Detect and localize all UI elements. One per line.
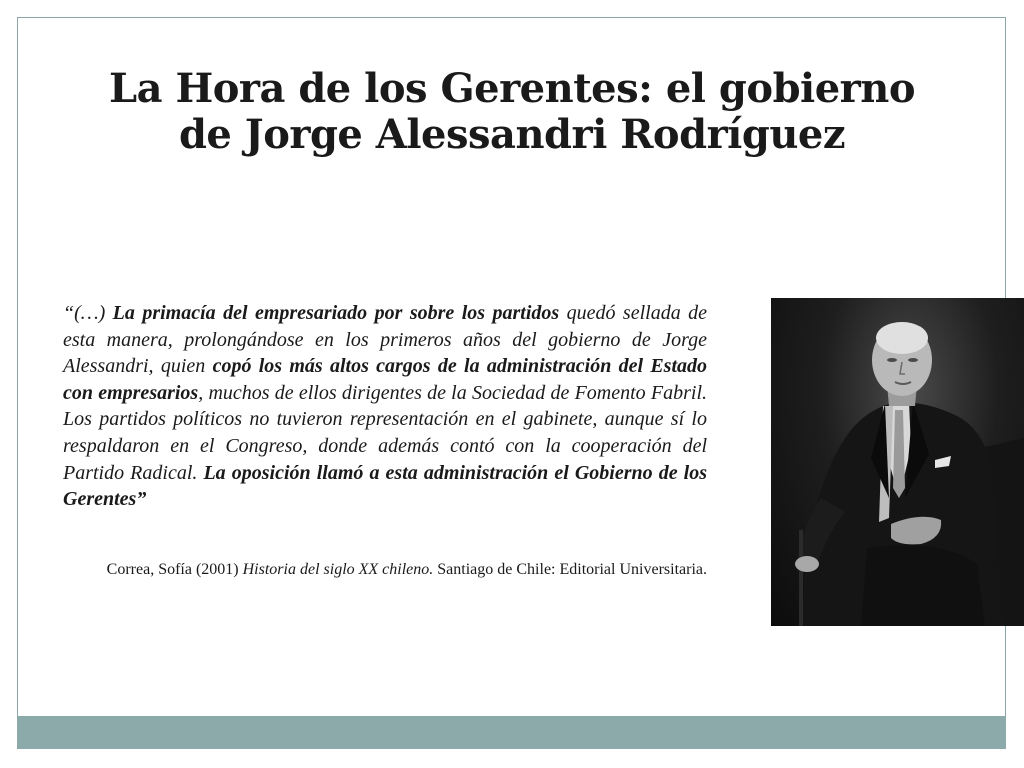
portrait-illustration [771,298,1024,626]
citation-publisher: Santiago de Chile: Editorial Universitaria. [433,561,707,578]
citation [63,559,707,581]
citation-author: Correa, Sofía (2001) [106,561,243,578]
quote-emphasis: copó los más altos cargos de la administración del Estado con empresarios [63,355,707,404]
footer-band [17,716,1006,749]
quote-emphasis: La primacía del empresariado por sobre los partidos [112,302,560,324]
citation-book-title: Historia del siglo XX chileno. [242,561,434,578]
portrait-photo [771,298,1024,626]
quote-text: quedó sellada de esta manera, prolongándose en los primeros años del gobierno de Jorge Alessandri, quien [63,302,708,378]
quote-text: , muchos de ellos dirigentes de la Sociedad de Fomento Fabril. Los partidos políticos no tuvieron representación en el gabinete, aunque sí lo respaldaron en el Congreso, donde además contó con la cooperación del Partido Radical. [63,381,708,484]
quote-text: “(…) [63,302,113,324]
quote-emphasis: La oposición llamó a esta administración el Gobierno de los Gerentes” [63,461,708,511]
slide-title: La Hora de los Gerentes: el gobierno de Jorge Alessandri Rodríguez [108,65,916,158]
quote-paragraph [63,300,707,513]
